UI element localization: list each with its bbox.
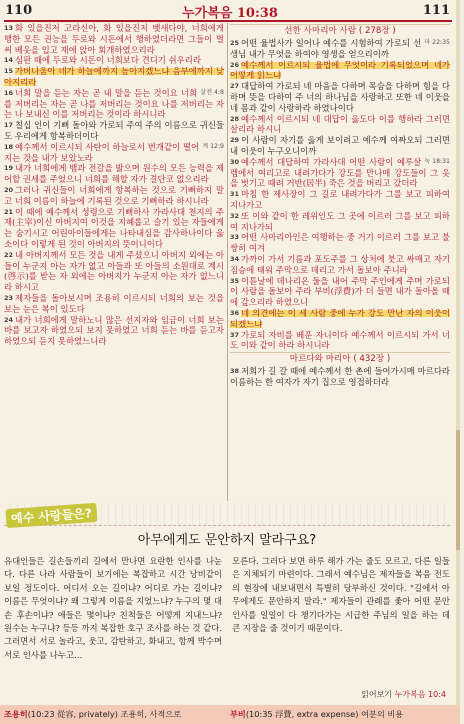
thumb-index-tab[interactable]: [456, 430, 460, 550]
article-label: 예수 사랑들은?: [5, 503, 97, 528]
footnote-bar: [0, 705, 460, 724]
cross-reference[interactable]: 마 22:35: [424, 39, 450, 46]
verse: [230, 114, 450, 136]
verse-text: 화 있을진저 고라신아, 화 있을진저 벳새다야, 너희에게 행한 모든 권능을 두로와 시돈에서 행하였더라면 그들이 벌써 베옷을 입고 재에 앉아 회개하였으리라: [4, 23, 224, 55]
verse: [4, 250, 224, 293]
verse: [230, 330, 450, 352]
footnote-left-def: (10:23 從容, privately) 조용히, 사적으로: [27, 709, 182, 719]
verse-number: 21: [4, 207, 14, 216]
verse-number: 31: [230, 190, 240, 199]
verse: [4, 163, 224, 185]
footnote-right-term: 부비: [230, 709, 246, 719]
verse-number: 34: [230, 254, 240, 263]
book-reference: 누가복음 10:38: [182, 6, 278, 21]
article-title: 아무에게도 문안하지 말라구요?: [137, 533, 317, 548]
verse-text: 이튿날에 데나리온 둘을 내어 주막 주인에게 주며 가로되 이 사람을 돌보아 주라 부비(浮費)가 더 들면 내가 돌아올 때에 갚으리라 하였으니: [230, 275, 450, 308]
article-body-left: 유대인들은 길손들끼리 길에서 만나면 요란한 인사를 나눈다. 다른 나라 사람들이 보기에는 복잡하고 시간 낭비같이 보일 정도이다. 어디서 오는 길이냐? 어디로 가는 길이냐? 이름은 무엇이냐? 왜 그렇게 이름을 지었느냐? 누구의 몇 대손 후손이냐? 애들은 몇이냐? 친척들은 어떻게 지내느냐? 원수는 누구냐? 등등 까지 복잡한 호구 조사를 하는 것 같다. 그러면서 서로 놀라고, 웃고, 감탄하고, 화내고, 함께 박수며 서로 인사를 나누고…: [4, 556, 222, 660]
verse-text: 예수께서 이르시되 율법에 무엇이라 기록되었으며 네가 어떻게 읽느냐: [230, 59, 450, 81]
verse: [230, 366, 450, 388]
left-column: [4, 23, 224, 501]
page-edge: [456, 0, 460, 724]
verse-number: 22: [4, 250, 14, 259]
footnote-left: [4, 709, 181, 720]
verse: [230, 254, 450, 276]
verse-number: 33: [230, 233, 240, 242]
verse: [4, 88, 224, 120]
verse-number: 19: [4, 164, 14, 173]
verse-number: 38: [230, 367, 240, 376]
verse-group-a: [230, 38, 450, 351]
verse: [4, 315, 224, 347]
verse-text: 칠십 인이 기뻐 돌아와 가로되 주여 주의 이름으로 귀신들도 우리에게 항복하더이다: [4, 120, 224, 141]
right-page-number: 111: [422, 3, 450, 18]
verse-number: 27: [230, 82, 240, 91]
verse-number: 16: [4, 88, 14, 97]
verse-text: 어떤 율법사가 일어나 예수를 시험하여 가로되 선생님 내가 무엇을 하여야 영생을 얻으리이까: [230, 38, 422, 59]
verse-text: 예수께서 이르시되 네 대답이 옳도다 이를 행하라 그러면 살리라 하시니: [230, 113, 450, 135]
scripture-columns: [4, 23, 452, 501]
verse-number: 15: [4, 67, 14, 76]
verse-text: 이 때에 예수께서 성령으로 기뻐하사 가라사대 천지의 주재(主宰)이신 아버지여 이것을 지혜롭고 슬기 있는 자들에게는 숨기시고 어린아이들에게는 나타내심을 감사하나이다 옳소이다 이렇게 된 것이 아버지의 뜻이니이다: [4, 206, 224, 249]
verse-number: 25: [230, 39, 240, 47]
verse-number: 29: [230, 136, 240, 145]
verse: [230, 189, 450, 211]
verse-text: 예수께서 대답하여 가라사대 어떤 사람이 예루살렘에서 여리고로 내려가다가 강도를 만나매 강도들이 그 옷을 벗기고 때려 거반(居半) 죽은 것을 버리고 갔더라: [230, 156, 450, 189]
verse-text: 제자들을 돌아보시며 조용히 이르시되 너희의 보는 것을 보는 눈은 복이 있도다: [4, 292, 224, 314]
verse: [230, 308, 450, 330]
verse: [230, 211, 450, 233]
verse-text: 내 아버지께서 모든 것을 내게 주셨으니 아버지 외에는 아들이 누군지 아는 자가 없고 아들과 또 아들의 소원대로 계시(啓示)를 받는 자 외에는 아버지가 누군지 아는 자가 없느니라 하시고: [4, 249, 224, 293]
verse-text: 네 의견에는 이 세 사람 중에 누가 강도 만난 자의 이웃이 되겠느냐: [230, 307, 450, 329]
footnote-right: [230, 709, 403, 720]
verse-number: 13: [4, 24, 14, 32]
footnote-right-def: (10:35 浮費, extra expense) 여분의 비용: [245, 709, 404, 719]
verse-group-b: [230, 366, 450, 388]
verse-number: 37: [230, 330, 240, 339]
verse-text: 대답하여 가로되 네 마음을 다하며 목숨을 다하며 힘을 다하며 뜻을 다하여 주 너의 하나님을 사랑하고 또한 네 이웃을 네 몸과 같이 사랑하라 하였나이다: [230, 81, 450, 113]
verse-text: 어떤 사마리아인은 여행하는 중 거기 이르러 그를 보고 불쌍히 여겨: [230, 232, 450, 254]
verse-number: 14: [4, 56, 14, 65]
verse-text: 그러나 귀신들이 너희에게 항복하는 것으로 기뻐하지 말고 너희 이름이 하늘에 기록된 것으로 기뻐하라 하시니라: [4, 184, 224, 206]
verse: [230, 276, 450, 308]
section-heading-good-samaritan: 선한 사마리아 사람 ( 278장 ): [230, 24, 450, 37]
column-divider: [227, 23, 228, 501]
verse: [230, 157, 450, 189]
article-reading-ref: [361, 689, 446, 700]
verse-number: 24: [4, 315, 14, 324]
verse-number: 35: [230, 276, 240, 285]
left-page-number: 110: [5, 3, 33, 18]
verse: [4, 23, 224, 55]
verse-number: 36: [230, 308, 240, 317]
verse: [230, 232, 450, 254]
verse-text: 마침 한 제사장이 그 길로 내려가다가 그를 보고 피하여 지나가고: [230, 189, 450, 210]
verse: [230, 38, 450, 60]
header-rule: [4, 20, 452, 22]
cross-reference[interactable]: 살전 4:8: [200, 88, 224, 96]
reading-prefix: 읽어보기: [361, 690, 393, 699]
verse-number: 20: [4, 185, 14, 194]
section-heading-martha-mary: 마르다와 마리아 ( 432장 ): [230, 352, 450, 365]
article-body-right: 모른다. 그러다 보면 하루 해가 가는 줄도 모르고, 다른 일들은 지체되기 마련이다. 그래서 예수님은 제자들을 복음 전도의 현장에 내보내면서 특별히 당부하신 것이다. "길에서 아무에게도 문안하지 말라." 제자들이 관례를 좇아 어떤 문안 인사를 일일이 다 챙기다가는 시급한 주님의 일을 하는 데 큰 지장을 줄 것이기 때문이다.: [232, 556, 450, 634]
right-column: [230, 23, 450, 501]
article-banner: [4, 503, 450, 526]
verse-number: 18: [4, 142, 14, 151]
verse-text: 내가 너희에게 말하노니 많은 선지자와 임금이 너희 보는 바를 보고자 하였으되 보지 못하였고 너희 듣는 바를 듣고자 하였으되 듣지 못하였느니라: [4, 314, 224, 347]
verse-number: 30: [230, 157, 240, 166]
verse: [4, 120, 224, 142]
verse-text: 가로되 자비를 베푼 자니이다 예수께서 이르시되 가서 너도 이와 같이 하라 하시니라: [230, 329, 450, 351]
verse: [230, 60, 450, 82]
verse-number: 32: [230, 211, 240, 220]
verse-text: 심판 때에 두로와 시돈이 너희보다 견디기 쉬우리라: [15, 55, 201, 66]
verse: [4, 293, 224, 315]
verse: [4, 142, 224, 164]
verse: [4, 55, 224, 66]
devotional-article: [4, 503, 450, 703]
verse: [230, 81, 450, 113]
verse-text: 예수께서 이르시되 사탄이 하늘로서 번개같이 떨어지는 것을 내가 보았노라: [4, 141, 200, 163]
footnote-left-term: 조용히: [4, 709, 28, 719]
verse-number: 17: [4, 121, 14, 130]
verse-number: 26: [230, 60, 240, 69]
verse-text: 가버나움아 네가 하늘에까지 높아지겠느냐 음부에까지 낮아지리라: [4, 66, 224, 87]
verse: [4, 66, 224, 88]
verse-text: 너희 말을 듣는 자는 곧 내 말을 듣는 것이요 너희를 저버리는 자는 곧 나를 저버리는 것이요 나를 저버리는 자는 나 보내신 이를 저버리는 것이라 하시니라: [4, 87, 224, 120]
verse-text: 또 이와 같이 한 레위인도 그 곳에 이르러 그를 보고 피하여 지나가되: [230, 210, 450, 232]
cross-reference[interactable]: 눅 18:31: [424, 157, 450, 165]
verse-text: 저희가 길 갈 때에 예수께서 한 촌에 들어가시매 마르다라 이름하는 한 여자가 자기 집으로 영접하더라: [230, 366, 450, 387]
verse-number: 23: [4, 293, 14, 302]
verse-text: 이 사람이 자기를 옳게 보이려고 예수께 여짜오되 그러면 내 이웃이 누구오니이까: [230, 135, 450, 156]
verse: [4, 185, 224, 207]
verse: [4, 207, 224, 250]
verse-text: 가까이 가서 기름과 포도주를 그 상처에 붓고 싸매고 자기 짐승에 태워 주막으로 데리고 가서 돌보아 주니라: [230, 253, 450, 275]
verse: [230, 135, 450, 157]
page-header: [0, 0, 460, 22]
verse-number: 28: [230, 114, 240, 123]
reading-reference: 누가복음 10:4: [394, 690, 446, 699]
cross-reference[interactable]: 계 12:9: [202, 142, 224, 150]
verse-text: 내가 너희에게 뱀과 전갈을 밟으며 원수의 모든 능력을 제어할 권세를 주었으니 너희를 해할 자가 결단코 없으리라: [4, 163, 224, 185]
